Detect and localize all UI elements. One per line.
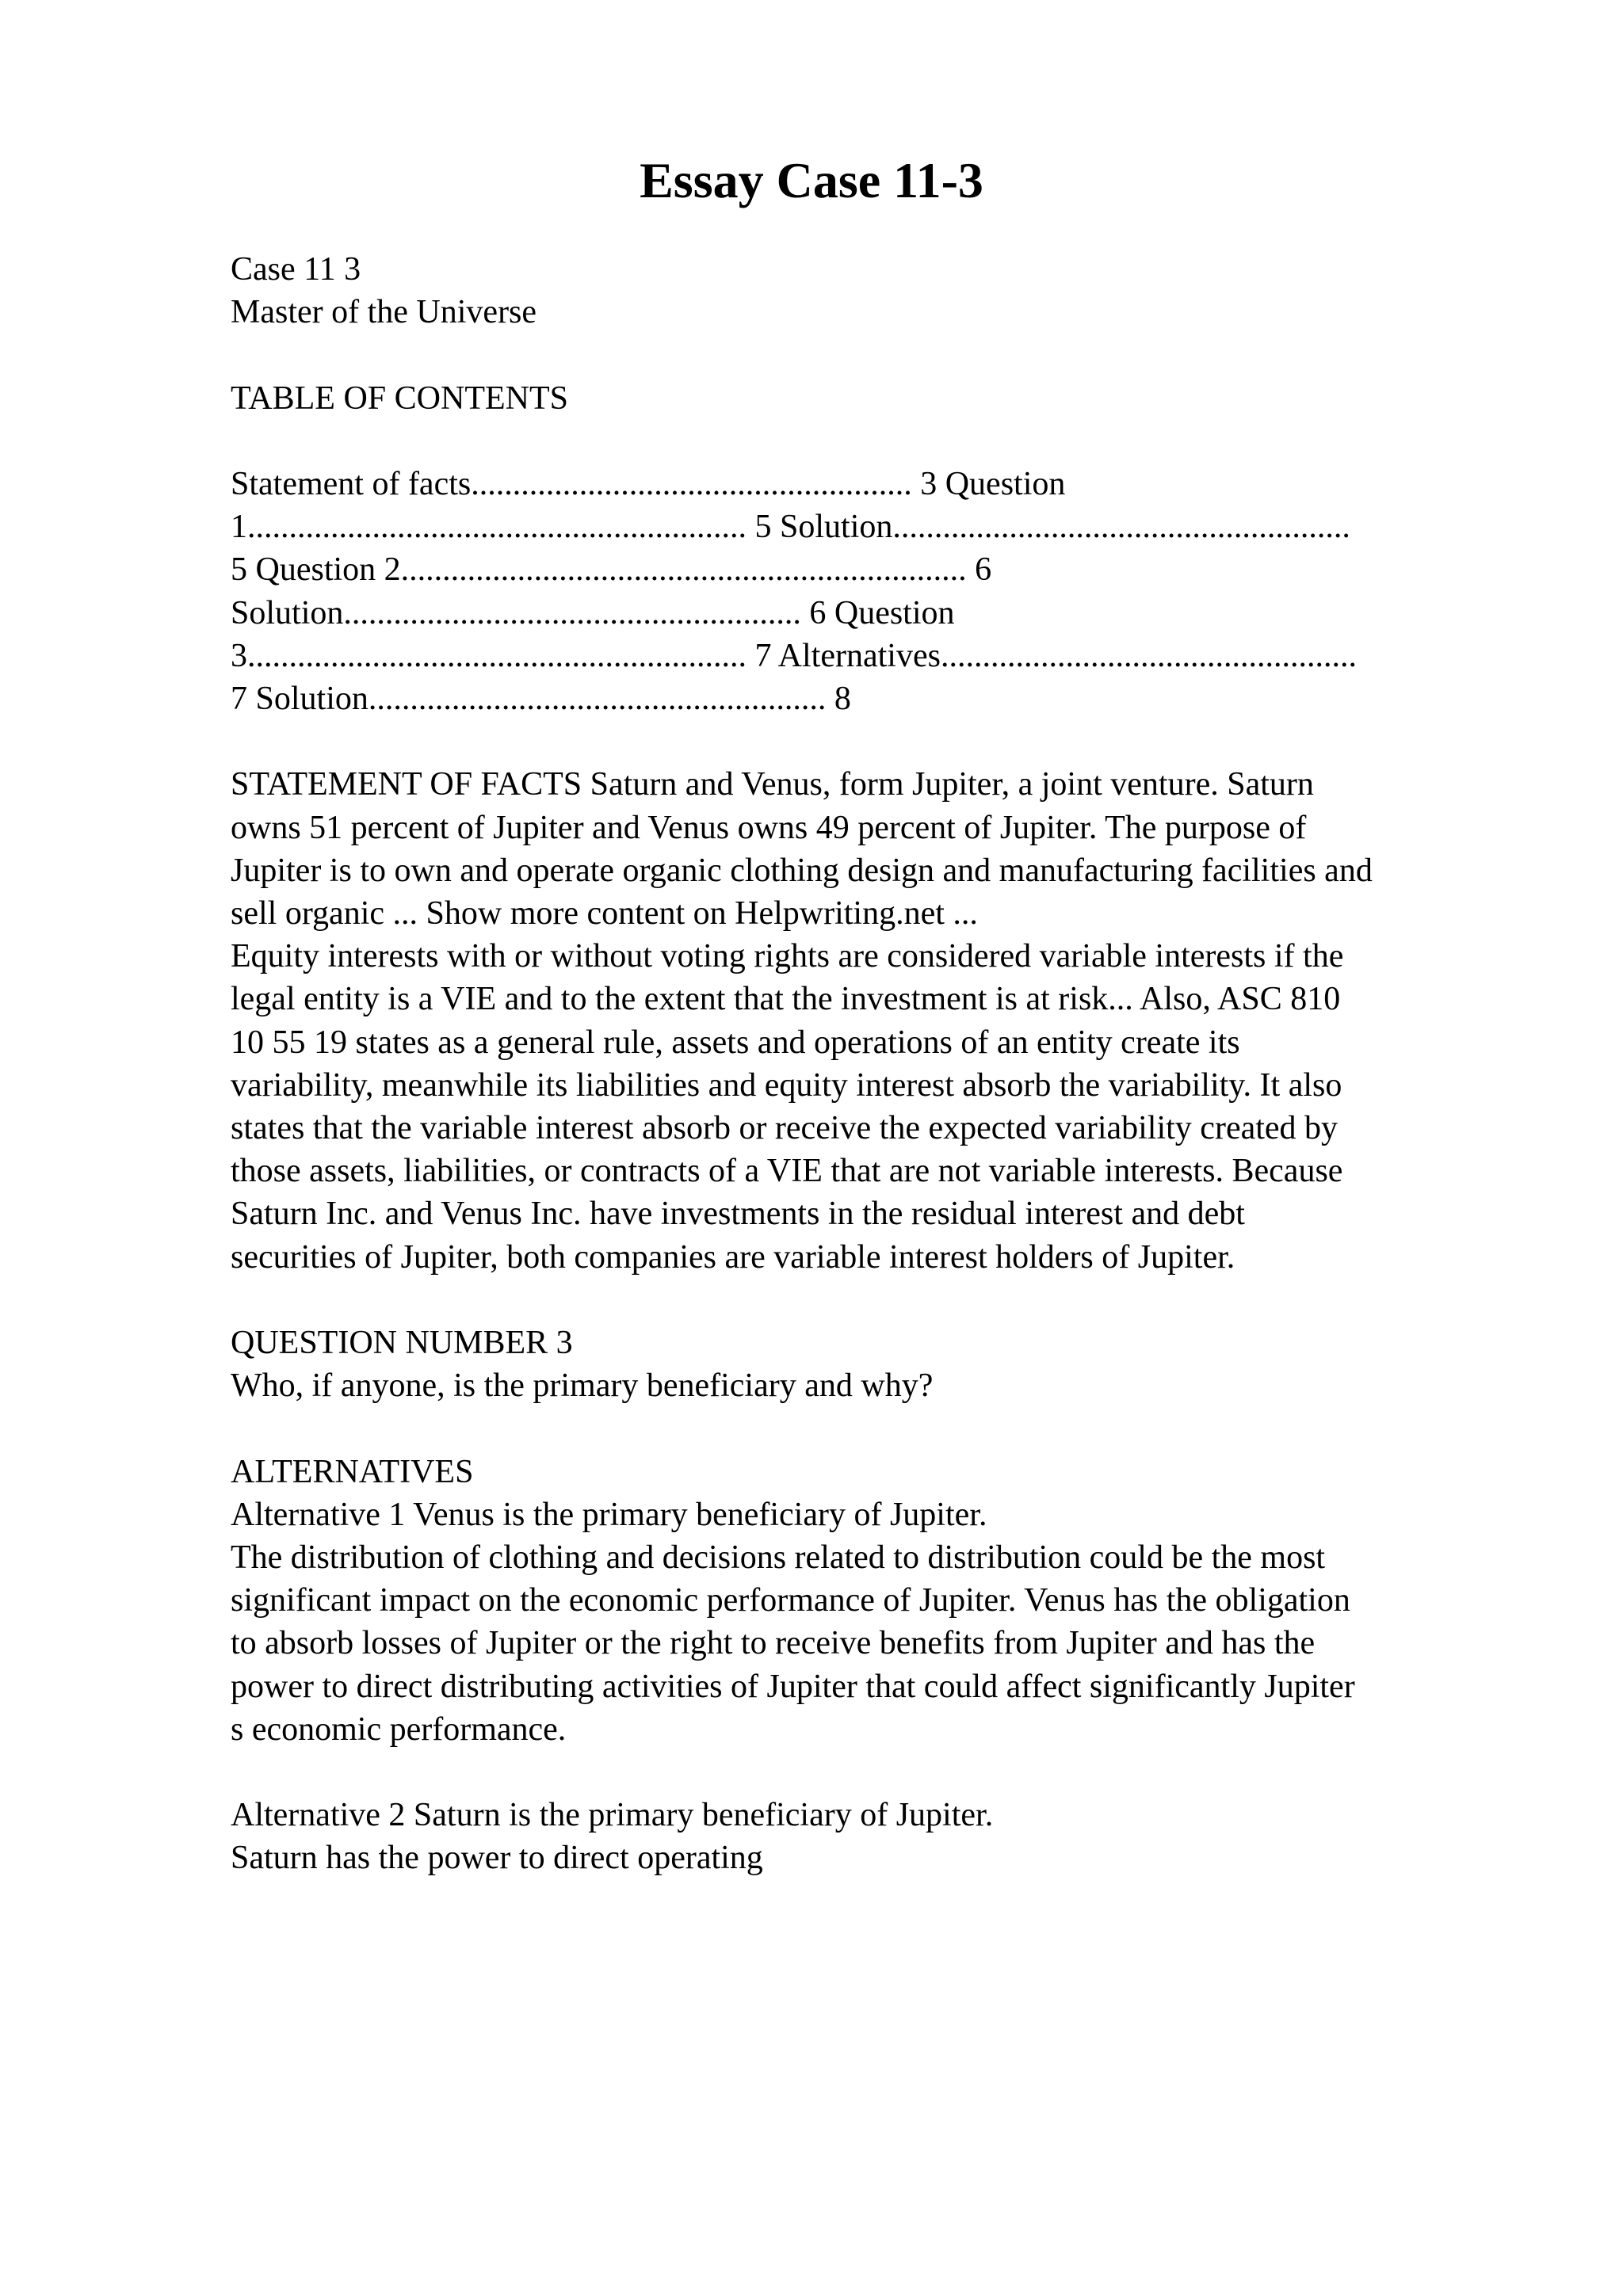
question-text: Who, if anyone, is the primary beneficiary and why? <box>231 1367 934 1405</box>
document-title: Essay Case 11-3 <box>640 152 983 208</box>
alternative-1-line: to absorb losses of Jupiter or the right to receive benefits from Jupiter and has the <box>231 1625 1316 1662</box>
facts-line: variability, meanwhile its liabilities and equity interest absorb the variability. It also <box>231 1066 1342 1104</box>
alternative-2-line: Saturn has the power to direct operating <box>231 1840 763 1877</box>
alternative-1-line: s economic performance. <box>231 1711 567 1748</box>
spacer <box>231 1279 1530 1322</box>
alternative-1-line: significant impact on the economic performance of Jupiter. Venus has the obligation <box>231 1582 1350 1619</box>
alternative-1-line: power to direct distributing activities of Jupiter that could affect significantly Jupiter <box>231 1668 1355 1705</box>
alternative-2-line: Alternative 2 Saturn is the primary beneficiary of Jupiter. <box>231 1797 994 1834</box>
facts-line: securities of Jupiter, both companies are variable interest holders of Jupiter. <box>231 1238 1235 1276</box>
toc-line: Statement of facts..................................................... 3 Question <box>231 465 1066 502</box>
spacer <box>231 1751 1530 1794</box>
toc-line: 7 Solution....................................................... 8 <box>231 681 851 717</box>
alternative-1-line: The distribution of clothing and decisions related to distribution could be the most <box>231 1539 1326 1577</box>
facts-line: 10 55 19 states as a general rule, assets and operations of an entity create its <box>231 1024 1240 1061</box>
spacer <box>231 720 1530 763</box>
spacer <box>231 334 1530 376</box>
toc-heading: TABLE OF CONTENTS <box>231 379 568 417</box>
question-heading: QUESTION NUMBER 3 <box>231 1325 573 1362</box>
facts-line: those assets, liabilities, or contracts of a VIE that are not variable interests. Because <box>231 1153 1343 1190</box>
facts-line: STATEMENT OF FACTS Saturn and Venus, form Jupiter, a joint venture. Saturn <box>231 766 1314 803</box>
toc-line: 1............................................................ 5 Solution....................................................... <box>231 509 1350 546</box>
question-section <box>231 1322 1530 1407</box>
facts-line: legal entity is a VIE and to the extent that the investment is at risk... Also, ASC 810 <box>231 981 1341 1018</box>
toc-line: 5 Question 2.................................................................... 6 <box>231 551 992 589</box>
document-body <box>231 248 1530 1880</box>
alternatives-heading: ALTERNATIVES <box>231 1453 474 1490</box>
facts-line: Jupiter is to own and operate organic clothing design and manufacturing facilities and <box>231 852 1373 889</box>
statement-of-facts <box>231 763 1530 1278</box>
case-number: Case 11 3 <box>231 251 361 288</box>
spacer <box>231 420 1530 463</box>
spacer <box>231 1407 1530 1450</box>
table-of-contents <box>231 463 1530 720</box>
facts-line: owns 51 percent of Jupiter and Venus owns 49 percent of Jupiter. The purpose of <box>231 809 1307 846</box>
facts-line: Saturn Inc. and Venus Inc. have investments in the residual interest and debt <box>231 1196 1245 1233</box>
toc-line: 3............................................................ 7 Alternatives.................................................. <box>231 637 1357 674</box>
facts-line: states that the variable interest absorb or receive the expected variability created by <box>231 1110 1338 1147</box>
toc-line: Solution....................................................... 6 Question <box>231 594 955 631</box>
alternatives-section <box>231 1451 1530 1880</box>
alternative-1-line: Alternative 1 Venus is the primary beneficiary of Jupiter. <box>231 1496 987 1533</box>
case-subtitle: Master of the Universe <box>231 294 537 331</box>
facts-line: sell organic ... Show more content on Helpwriting.net ... <box>231 895 978 932</box>
case-header <box>231 248 1530 334</box>
facts-line: Equity interests with or without voting rights are considered variable interests if the <box>231 938 1344 975</box>
